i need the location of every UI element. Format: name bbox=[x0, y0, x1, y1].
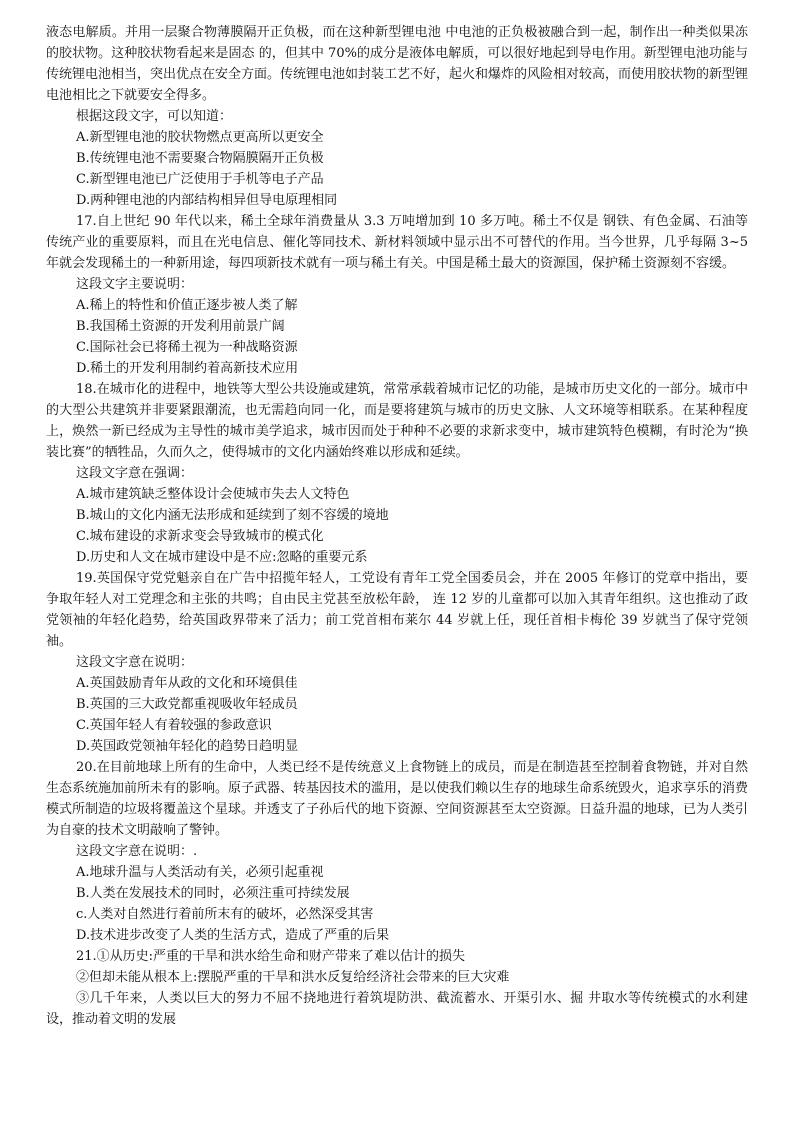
question-20 bbox=[46, 757, 748, 946]
q17-option-b: B.我国稀土资源的开发利用前景广阔 bbox=[76, 319, 285, 334]
question-16 bbox=[46, 22, 748, 211]
q16-question: 根据这段文字，可以知道： bbox=[76, 109, 233, 124]
exam-page bbox=[46, 22, 748, 1030]
q18-option-b: B.城山的文化内涵无法形成和延续到了刻不容缓的境地 bbox=[76, 508, 389, 523]
q20-option-a: A.地球升温与人类活动有关，必须引起重视 bbox=[76, 865, 324, 880]
q20-option-d: D.技术进步改变了人类的生活方式，造成了严重的后果 bbox=[76, 928, 390, 943]
q17-option-a: A.稀上的特性和价值正逐步被人类了解 bbox=[76, 298, 298, 313]
q20-passage: 20.在目前地球上所有的生命中，人类已经不是传统意义上食物链上的成员，而是在制造甚至控制着食物链，并对自然生态系统施加前所未有的影响。原子武器、转基因技术的滥用，是以使我们赖以生存的地球生命系统毁火，追求享乐的消费模式所制造的垃圾将覆盖这个星球。并透支了子孙后代的地下资源、空间资源甚至太空资源。日益升温的地球，已为人类引为自豪的技术文明敲响了警钟。 bbox=[46, 760, 749, 838]
question-17 bbox=[46, 211, 748, 379]
q17-option-c: C.国际社会已将稀土视为一种战略资源 bbox=[76, 340, 298, 355]
q20-question: 这段文字意在说明：. bbox=[76, 844, 198, 859]
q16-option-a: A.新型锂电池的胶状物燃点更高所以更安全 bbox=[76, 130, 324, 145]
question-19 bbox=[46, 568, 748, 757]
q16-passage: 液态电解质。并用一层聚合物薄膜隔开正负极，而在这种新型锂电池 中电池的正负极被融合到一起，制作出一种类似果冻的胶状物。这种胶状物看起来是固态 的，但其中 70%的成分是液体电解质，可以很好地起到导电作用。新型锂电池功能与传统锂电池相当，突出优点在安全方面。传统锂电池如封装工艺不好，起火和爆炸的风险相对较高，而使用胶状物的新型锂电池相比之下就要安全得多。 bbox=[46, 25, 749, 103]
q19-option-d: D.英国政党领袖年轻化的趋势日趋明显 bbox=[76, 739, 299, 754]
q20-option-c: c.人类对自然进行着前所末有的破坏，必然深受其害 bbox=[76, 907, 374, 922]
q19-passage: 19.英国保守党党魁亲自在广告中招揽年轻人，工党设有青年工党全国委员会，并在 2005 年修订的党章中指出，要争取年轻人对工党理念和主张的共鸣；自由民主党甚至放松年龄， 连 12 岁的儿童都可以加入其青年组织。这也推动了政党领袖的年轻化趋势，给英国政界带来了活力；前工党首相布莱尔 44 岁就上任，现任首相卡梅伦 39 岁就当了保守党领袖。 bbox=[46, 571, 748, 649]
q21-line-1: 21.①从历史:严重的干旱和洪水给生命和财产带来了难以估计的损失 bbox=[76, 949, 466, 964]
q18-option-a: A.城市建筑缺乏整体设计会使城市失去人文特色 bbox=[76, 487, 350, 502]
q18-option-d: D.历史和人文在城市建设中是不应:忽略的重要元系 bbox=[76, 550, 368, 565]
question-18 bbox=[46, 379, 748, 568]
q19-option-a: A.英国鼓励青年从政的文化和环境俱佳 bbox=[76, 676, 298, 691]
q19-option-b: B.英国的三大政党都重视吸收年轻成员 bbox=[76, 697, 298, 712]
q20-option-b: B.人类在发展技术的同时，必须注重可持续发展 bbox=[76, 886, 350, 901]
q21-line-2: ②但却未能从根本上:摆脱严重的干旱和洪水反复给经济社会带来的巨大灾难 bbox=[76, 970, 510, 985]
question-21 bbox=[46, 946, 748, 1030]
q19-option-c: C.英国年轻人有着较强的参政意识 bbox=[76, 718, 272, 733]
q17-question: 这段文字主要说明： bbox=[76, 277, 194, 292]
q17-option-d: D.稀土的开发利用制约着高新技术应用 bbox=[76, 361, 299, 376]
q21-line-3: ③几千年来，人类以巨大的努力不屈不挠地进行着筑堤防洪、截流蓄水、开渠引水、掘 井取水等传统模式的水利建设，推动着文明的发展 bbox=[46, 991, 748, 1027]
q18-option-c: C.城布建设的求新求变会导致城市的模式化 bbox=[76, 529, 324, 544]
q16-option-b: B.传统锂电池不需要聚合物隔膜隔开正负极 bbox=[76, 151, 324, 166]
q18-passage: 18.在城市化的进程中，地铁等大型公共设施或建筑，常常承载着城市记忆的功能，是城市历史文化的一部分。城市中的大型公共建筑并非要紧跟潮流，也无需趋向同一化，而是要将建筑与城市的历史文脉、人文环境等相联系。在某种程度上，焕然一新已经成为主导性的城市美学追求，城市因而处于种种不必要的求新求变中，城市建筑特色模糊，有时沦为“换装比赛”的牺牲品，久而久之，使得城市的文化内涵始终难以形成和延续。 bbox=[46, 382, 748, 460]
q18-question: 这段文字意在强调： bbox=[76, 466, 194, 481]
q19-question: 这段文字意在说明： bbox=[76, 655, 194, 670]
q17-passage: 17.自上世纪 90 年代以来，稀土全球年消费量从 3.3 万吨增加到 10 多万吨。稀土不仅是 钢铁、有色金属、石油等传统产业的重要原料，而且在光电信息、催化等同技术、新材料领域中显示出不可替代的作用。当今世界，几乎每隔 3~5 年就会发现稀土的一种新用途，每四项新技术就有一项与稀土有关。中国是稀土最大的资源国，保护稀土资源刻不容缓。 bbox=[46, 214, 748, 271]
q16-option-c: C.新型锂电池已广泛使用于手机等电子产品 bbox=[76, 172, 324, 187]
q16-option-d: D.两种锂电池的内部结构相异但导电原理相同 bbox=[76, 193, 338, 208]
